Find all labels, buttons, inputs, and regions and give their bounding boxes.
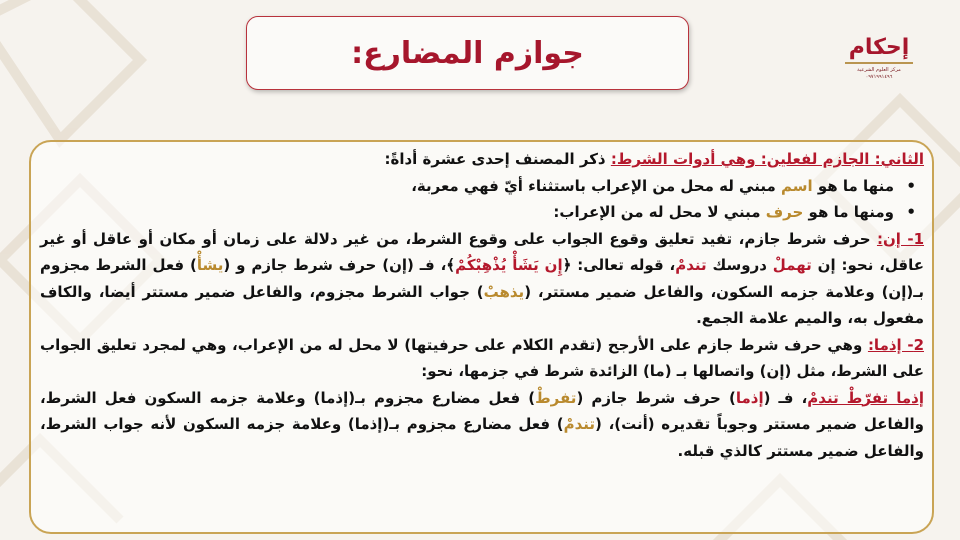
highlight-word: تهملْ [772, 256, 812, 274]
bullet-text: مبني لا محل له من الإعراب: [553, 203, 766, 221]
bullet-item-particle [40, 199, 924, 226]
highlight-word: تفرطْ [535, 388, 577, 407]
intro-text: ذكر المصنف إحدى عشرة أداةً: [384, 150, 611, 168]
section-text: ) فعل الشرط مجزوم بـ(إن) وعلامة جزمه السكون، والفاعل ضمير مستتر، ( [40, 256, 924, 301]
section-text: ، قوله تعالى: ﴿ [562, 256, 676, 274]
example-sentence: إذما تفرّطْ تندمْ [807, 388, 924, 407]
bullet-icon: • [906, 176, 916, 195]
section-text: حرف شرط جازم، تفيد تعليق وقوع الجواب على وقوع الشرط، من غير دلالة على زمان أو مكان أو عاقل أو غير عاقل، نحو: إن [40, 229, 924, 274]
page-title: جوازم المضارع: [351, 35, 584, 71]
bullet-text: ومنها ما هو [803, 203, 894, 221]
section-text: دروسك [706, 256, 773, 274]
section-text: ، فـ ( [763, 388, 808, 407]
section-text: ﴾، فـ (إن) حرف شرط جازم و ( [223, 256, 456, 274]
bullet-text: منها ما هو [812, 176, 894, 195]
intro-line [40, 146, 924, 173]
title-box [246, 16, 689, 90]
highlight-word: يشأْ [196, 256, 224, 274]
bullet-icon: • [906, 203, 916, 221]
logo-name: إحكام [845, 34, 914, 64]
highlight-word: إذما [735, 388, 764, 407]
quran-verse: إِن يَشَأْ يُذْهِبْكُمْ [455, 256, 563, 274]
highlight-word: اسم [781, 176, 813, 195]
section-text: ) حرف شرط جازم ( [576, 388, 736, 407]
section-text: وهي حرف شرط جازم على الأرجح (تقدم الكلام على حرفيتها) لا محل له من الإعراب، وهي لمجرد تعليق الجواب على الشرط، مثل (إن) واتصالها بـ (ما) الزائدة شرط في جزمها، نحو: [40, 335, 924, 380]
section-idhma [40, 332, 924, 465]
lesson-text [40, 146, 924, 464]
section-text: ) فعل مضارع مجزوم بـ(إذما) وعلامة جزمه السكون فعل الشرط، والفاعل ضمير مستتر وجوباً تقديره (أنت)، ( [40, 388, 925, 433]
section-heading: 2- إذما: [867, 335, 924, 354]
highlight-word: يذهبْ [483, 282, 525, 301]
section-text: ) فعل مضارع مجزوم بـ(إذما) وعلامة جزمه السكون لأنه جواب الشرط، والفاعل ضمير مستتر كالذي قبله. [40, 415, 924, 460]
section-in [40, 226, 924, 332]
intro-heading: الثاني: الجازم لفعلين: وهي أدوات الشرط: [610, 150, 924, 168]
bullet-text: مبني له محل من الإعراب باستثناء أيّ فهي معربة، [411, 176, 781, 195]
highlight-word: تندمْ [675, 256, 707, 274]
logo [842, 26, 916, 94]
logo-subtitle: مركز العلوم الشرعية [857, 67, 901, 73]
highlight-word: حرف [765, 203, 804, 221]
bullet-item-noun [40, 173, 924, 200]
section-text: ) جواب الشرط مجزوم، والفاعل ضمير مستتر أيضا، والكاف مفعول به، والميم علامة الجمع. [40, 282, 924, 327]
highlight-word: تندمْ [563, 415, 596, 433]
logo-number: ٠٩٧١٩٩١٤٩٦ [865, 74, 893, 80]
section-heading: 1- إن: [876, 229, 924, 248]
